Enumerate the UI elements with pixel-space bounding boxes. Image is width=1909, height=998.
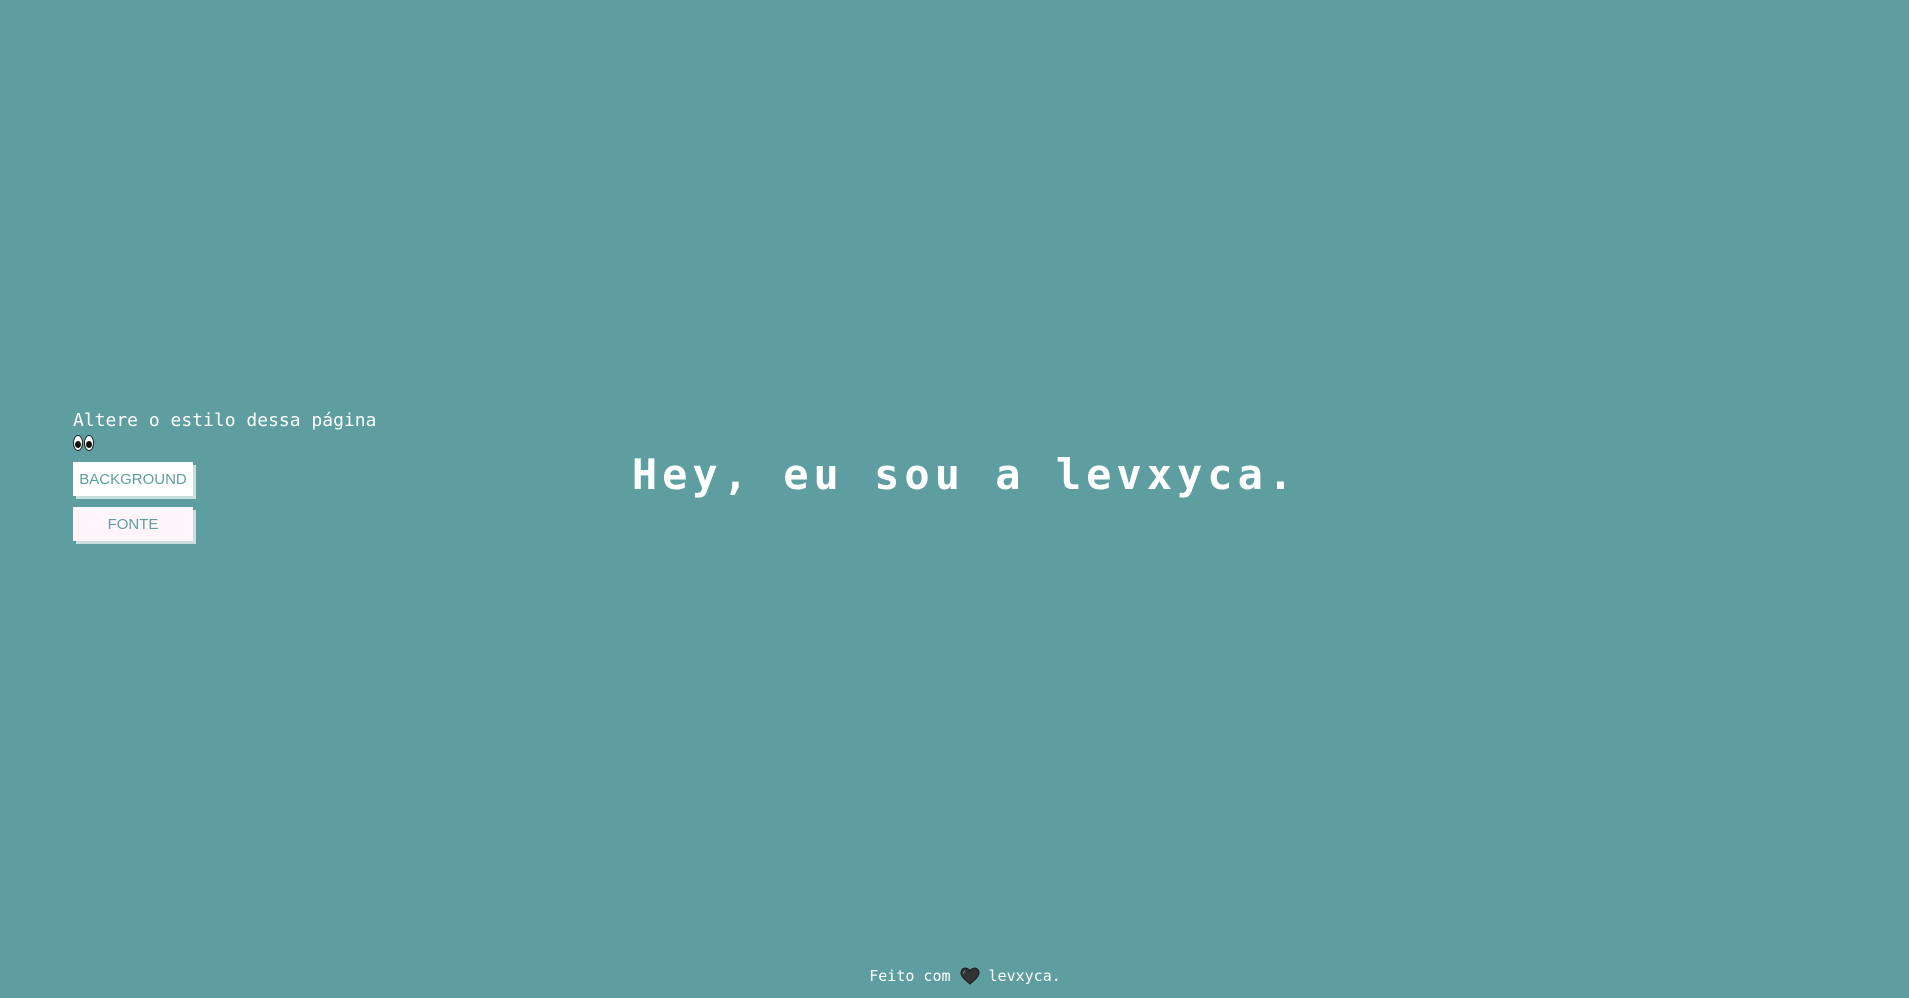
font-button[interactable]: FONTE	[73, 507, 193, 541]
footer-author: levxyca.	[988, 967, 1061, 985]
footer-made-with: Feito com	[869, 967, 951, 985]
footer	[0, 967, 1909, 985]
background-button[interactable]: BACKGROUND	[73, 462, 193, 496]
left-eye-icon	[73, 435, 83, 451]
heart-icon	[960, 967, 980, 985]
style-panel-label: Altere o estilo dessa página	[73, 410, 377, 431]
right-eye-icon	[84, 435, 94, 451]
hero-title: Hey, eu sou a levxyca.	[631, 450, 1299, 499]
